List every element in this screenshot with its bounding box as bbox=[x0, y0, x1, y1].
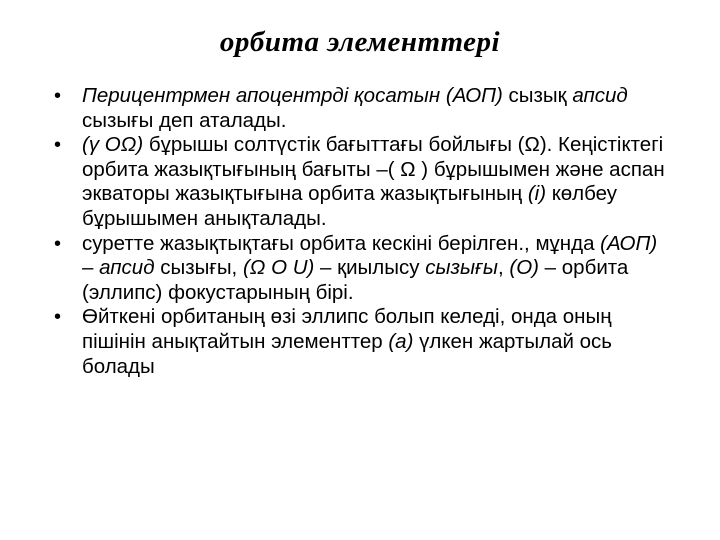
bullet-text-segment: (a) bbox=[388, 329, 414, 353]
slide-title: орбита элементтері bbox=[219, 26, 501, 58]
bullet-text-segment: сызығы деп аталады. bbox=[82, 108, 287, 132]
bullet-item bbox=[54, 232, 674, 306]
bullet-text-segment: сызығы bbox=[425, 256, 498, 280]
bullet-item bbox=[54, 84, 674, 133]
bullet-text-segment: (АОП) – апсид bbox=[82, 231, 658, 280]
bullet-text-segment: сызық bbox=[502, 84, 573, 107]
bullet-text-segment: бұрышы солтүстік бағыттағы бойлығы (Ω). Кеңістіктегі орбита жазықтығының бағыты –( Ω ) бұрышымен және аспан экваторы жазықтығына орбита жазықтығының bbox=[82, 133, 665, 206]
bullet-text-segment: үлкен жартылай ось болады bbox=[82, 329, 612, 378]
bullet-text-segment: апсид bbox=[572, 84, 628, 107]
bullet-marker: • bbox=[54, 306, 62, 329]
bullet-text-segment: – қиылысу bbox=[314, 256, 426, 280]
bullet-text-segment: (i) bbox=[527, 182, 547, 206]
bullet-marker: • bbox=[54, 134, 62, 157]
bullet-text-segment: көлбеу бұрышымен анықталады. bbox=[82, 182, 618, 230]
bullet-item bbox=[54, 305, 674, 379]
bullet-list bbox=[54, 84, 674, 379]
bullet-item bbox=[54, 133, 674, 231]
bullet-text-segment: , bbox=[497, 256, 510, 280]
bullet-marker: • bbox=[54, 85, 62, 107]
bullet-text-segment: Перицентрмен апоцентрді қосатын (АОП) bbox=[82, 84, 503, 107]
bullet-text-segment: (О) bbox=[509, 256, 539, 280]
bullet-text-segment: суретте жазықтықтағы орбита кескіні берілген., мұнда bbox=[82, 231, 601, 255]
bullet-text-segment: Өйткені орбитаның өзі эллипс болып келеді, онда оның пішінін анықтайтын элементтер bbox=[82, 305, 612, 353]
bullet-text-segment: (Ω O U) bbox=[242, 256, 315, 280]
bullet-marker: • bbox=[54, 232, 62, 255]
bullet-text-segment: сызығы, bbox=[154, 256, 243, 280]
bullet-text-segment: – орбита (эллипс) фокустарының бірі. bbox=[82, 256, 629, 304]
bullet-text-segment: (γ OΩ) bbox=[82, 133, 144, 157]
